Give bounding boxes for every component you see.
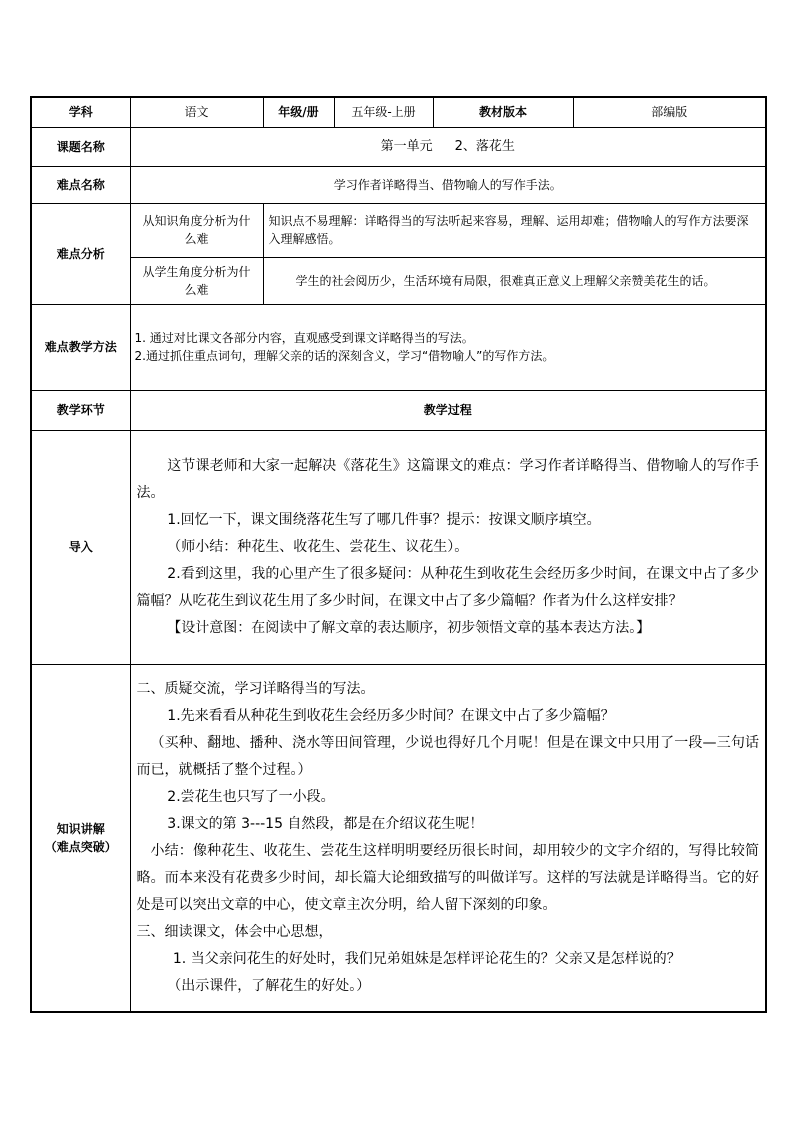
lesson-label: 课题名称 [31, 127, 130, 166]
lesson-row [31, 127, 766, 166]
lesson-unit: 第一单元 [380, 138, 433, 154]
intro-paragraph: 2.看到这里，我的心里产生了很多疑问：从种花生到收花生会经历多少时间，在课文中占了多少篇幅？从吃花生到议花生用了多少时间，在课文中占了多少篇幅？作者为什么这样安排？ [136, 565, 759, 609]
difficulty-row [31, 166, 766, 203]
student-angle-text: 学生的社会阅历少，生活环境有局限，很难真正意义上理解父亲赞美花生的话。 [263, 257, 766, 304]
knowledge-angle-label: 从知识角度分析为什么难 [130, 203, 263, 257]
analysis-label: 难点分析 [31, 203, 130, 304]
analysis-row-knowledge [31, 203, 766, 257]
knowledge-paragraph: （出示课件，了解花生的好处。） [167, 977, 371, 994]
grade-label: 年级/册 [263, 97, 334, 127]
knowledge-section-heading: 三、细读课文，体会中心思想， [136, 923, 333, 940]
intro-label: 导入 [31, 430, 130, 664]
edition-label: 教材版本 [433, 97, 573, 127]
analysis-row-student [31, 257, 766, 304]
knowledge-paragraph: 2.尝花生也只写了一小段。 [167, 788, 335, 805]
method-content [130, 304, 766, 390]
intro-design-note: 【设计意图：在阅读中了解文章的表达顺序，初步领悟文章的基本表达方法。】 [167, 619, 651, 636]
intro-content [130, 430, 766, 664]
intro-paragraph: （师小结：种花生、收花生、尝花生、议花生）。 [167, 538, 469, 555]
intro-paragraph: 1.回忆一下，课文围绕落花生写了哪几件事？提示：按课文顺序填空。 [167, 511, 601, 528]
intro-paragraph: 这节课老师和大家一起解决《落花生》这篇课文的难点：学习作者详略得当、借物喻人的写作手法。 [136, 457, 759, 501]
lesson-title: 2、落花生 [454, 138, 515, 154]
edition-value: 部编版 [573, 97, 766, 127]
difficulty-value: 学习作者详略得当、借物喻人的写作手法。 [130, 166, 766, 203]
difficulty-label: 难点名称 [31, 166, 130, 203]
subject-value: 语文 [130, 97, 263, 127]
knowledge-content [130, 664, 766, 1012]
stage-label: 教学环节 [31, 390, 130, 430]
knowledge-label-line1: 知识讲解 [56, 821, 105, 836]
knowledge-paragraph: （买种、翻地、播种、浇水等田间管理，少说也得好几个月呢！但是在课文中只用了一段—三句话而已，就概括了整个过程。） [136, 734, 759, 778]
knowledge-angle-text: 知识点不易理解：详略得当的写法听起来容易，理解、运用却难；借物喻人的写作方法要深入理解感悟。 [263, 203, 766, 257]
subject-label: 学科 [31, 97, 130, 127]
knowledge-paragraph: 1.先来看看从种花生到收花生会经历多少时间？在课文中占了多少篇幅？ [167, 707, 615, 724]
method-line: 1. 通过对比课文各部分内容，直观感受到课文详略得当的写法。 [134, 331, 474, 345]
lesson-plan-table [30, 96, 767, 1013]
lesson-title-cell [130, 127, 766, 166]
header-row [31, 97, 766, 127]
knowledge-paragraph: 1. 当父亲问花生的好处时，我们兄弟姐妹是怎样评论花生的？父亲又是怎样说的？ [172, 950, 681, 967]
grade-value: 五年级-上册 [334, 97, 433, 127]
knowledge-label [31, 664, 130, 1012]
intro-row [31, 430, 766, 664]
process-header-row [31, 390, 766, 430]
method-row [31, 304, 766, 390]
process-label: 教学过程 [130, 390, 766, 430]
knowledge-label-line2: （难点突破） [44, 839, 117, 854]
knowledge-summary: 小结：像种花生、收花生、尝花生这样明明要经历很长时间，却用较少的文字介绍的，写得比较简略。而本来没有花费多少时间，却长篇大论细致描写的叫做详写。这样的写法就是详略得当。它的好处是可以突出文章的中心，使文章主次分明，给人留下深刻的印象。 [136, 842, 759, 913]
method-line: 2.通过抓住重点词句，理解父亲的话的深刻含义，学习“借物喻人”的写作方法。 [134, 349, 555, 363]
knowledge-section-heading: 二、质疑交流，学习详略得当的写法。 [136, 680, 375, 697]
knowledge-paragraph: 3.课文的第 3---15 自然段，都是在介绍议花生呢！ [167, 815, 484, 832]
student-angle-label: 从学生角度分析为什么难 [130, 257, 263, 304]
method-label: 难点教学方法 [31, 304, 130, 390]
knowledge-row [31, 664, 766, 1012]
